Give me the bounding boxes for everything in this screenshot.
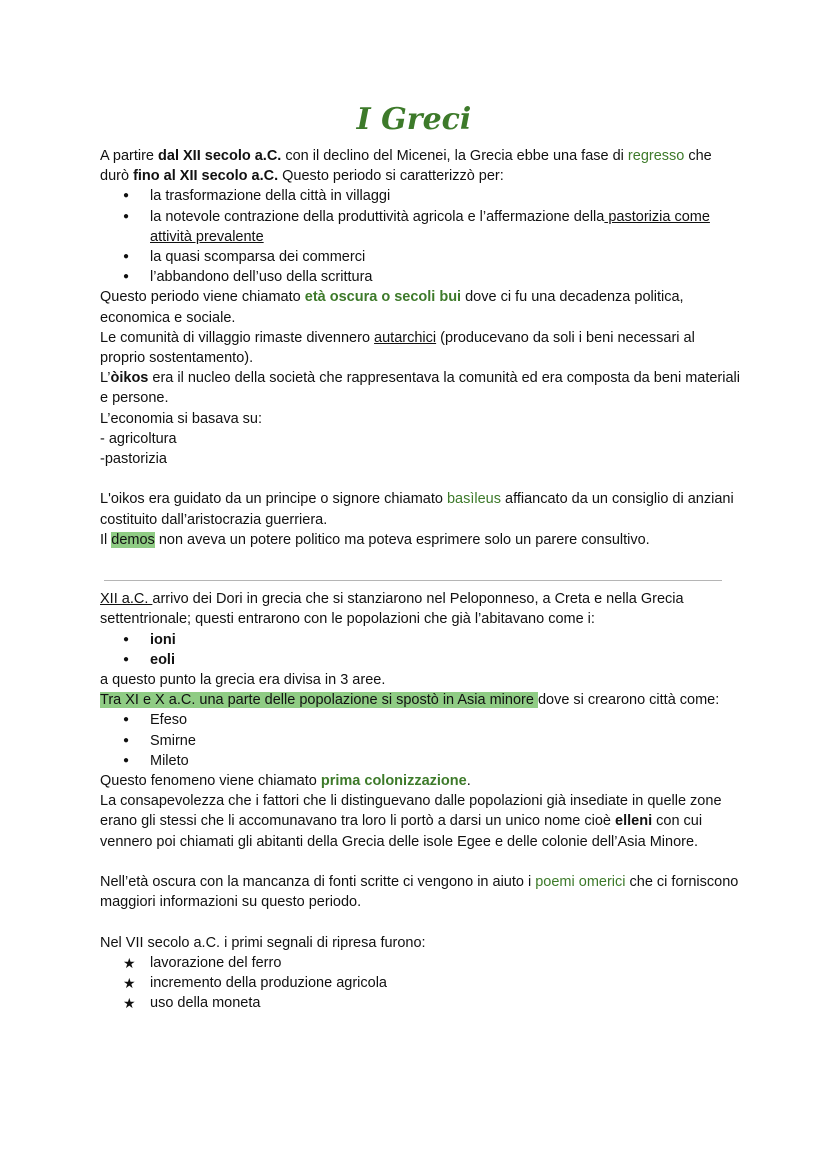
- paragraph: [100, 791, 740, 852]
- bold-text: elleni: [615, 813, 653, 830]
- green-term: età oscura o secoli bui: [304, 289, 462, 306]
- text: che ci forniscono maggiori informazioni su questo periodo.: [100, 874, 739, 911]
- list-item: ★ uso della moneta: [150, 993, 740, 1013]
- green-term: prima colonizzazione: [320, 773, 467, 790]
- text: Il: [100, 531, 112, 548]
- horizontal-divider: [104, 580, 722, 581]
- paragraph: L’economia si basava su:: [100, 410, 263, 427]
- underlined-text: autarchici: [374, 329, 437, 346]
- text: che durò: [100, 148, 712, 185]
- paragraph: - agricoltura: [100, 430, 177, 447]
- paragraph: Nel VII secolo a.C. i primi segnali di ripresa furono:: [100, 934, 426, 951]
- paragraph: [100, 690, 740, 710]
- text: .: [466, 773, 471, 790]
- page-title: I Greci: [356, 102, 472, 137]
- characteristics-list: [100, 186, 740, 287]
- text: L’: [100, 370, 111, 387]
- paragraph: [100, 530, 740, 550]
- paragraph-intro: [100, 146, 740, 186]
- bold-text: dal XII secolo a.C.: [158, 148, 282, 164]
- text: affiancato da un consiglio di anziani costituito dall’aristocrazia guerriera.: [100, 491, 734, 528]
- text: La consapevolezza che i fattori che li distinguevano dalle popolazioni già insediate in quelle zone erano gli stessi che li accomunavano tra loro li portò a darsi un unico nome cioè: [100, 793, 722, 830]
- list-item: ● la quasi scomparsa dei commerci: [150, 247, 740, 267]
- cities-list: [100, 710, 740, 771]
- text: era il nucleo della società che rappresentava la comunità ed era composta da beni materiali e persone.: [100, 370, 740, 407]
- text: la notevole contrazione della produttività agricola e l’affermazione della: [150, 208, 605, 225]
- paragraph: [100, 328, 740, 368]
- highlighted-text: demos: [111, 531, 155, 548]
- list-item: ● Mileto: [150, 751, 740, 771]
- bold-text: fino al XII secolo a.C.: [133, 168, 279, 185]
- text: con il declino del Micenei, la Grecia ebbe una fase di: [281, 148, 628, 164]
- text: non aveva un potere politico ma poteva esprimere solo un parere consultivo.: [154, 531, 650, 548]
- paragraph: a questo punto la grecia era divisa in 3 aree.: [100, 672, 386, 689]
- list-item: [150, 207, 740, 247]
- list-item: [150, 650, 740, 670]
- text: Questo fenomeno viene chiamato: [100, 773, 321, 790]
- text: A partire: [100, 148, 159, 164]
- green-term: regresso: [627, 148, 685, 164]
- list-item: [150, 630, 740, 650]
- paragraph: [100, 287, 740, 327]
- bold-text: eoli: [150, 651, 175, 668]
- text: (producevano da soli i beni necessari al proprio sostentamento).: [100, 329, 695, 367]
- text: L'oikos era guidato da un principe o signore chiamato: [100, 491, 447, 508]
- paragraph: [100, 771, 740, 791]
- list-item: ● la trasformazione della città in villaggi: [150, 186, 740, 206]
- green-term: basìleus: [446, 491, 501, 508]
- text: Questo periodo viene chiamato: [100, 289, 305, 306]
- paragraph: [100, 872, 740, 912]
- document-body: [100, 146, 740, 1013]
- list-item: ● Smirne: [150, 731, 740, 751]
- list-item: ● l’abbandono dell’uso della scrittura: [150, 267, 740, 287]
- list-item: ● Efeso: [150, 710, 740, 730]
- text: con cui vennero poi chiamati gli abitanti della Grecia delle isole Egee e delle colonie dell’Asia Minore.: [100, 813, 703, 850]
- paragraph: [100, 368, 740, 408]
- bold-text: ioni: [150, 631, 176, 648]
- paragraph: [100, 589, 740, 629]
- paragraph: -pastorizia: [100, 451, 167, 468]
- text: Nell’età oscura con la mancanza di fonti scritte ci vengono in aiuto i: [100, 874, 536, 891]
- recovery-signs-list: [100, 953, 740, 1014]
- list-item: ★ incremento della produzione agricola: [150, 973, 740, 993]
- paragraph: [100, 489, 740, 529]
- green-term: poemi omerici: [535, 874, 626, 891]
- underlined-text: pastorizia come attività prevalente: [150, 208, 710, 245]
- underlined-text: XII a.C.: [100, 591, 153, 608]
- peoples-list: [100, 630, 740, 670]
- text: dove si crearono città come:: [537, 692, 720, 709]
- bold-text: òikos: [110, 370, 149, 387]
- text: dove ci fu una decadenza politica, economica e sociale.: [100, 289, 684, 326]
- highlighted-text: Tra XI e X a.C. una parte delle popolazione si spostò in Asia minore: [100, 692, 538, 709]
- text: Questo periodo si caratterizzò per:: [278, 168, 504, 185]
- list-item: ★ lavorazione del ferro: [150, 953, 740, 973]
- text: arrivo dei Dori in grecia che si stanziarono nel Peloponneso, a Creta e nella Grecia settentrionale; questi entrarono con le popolazioni che già l’abitavano come i:: [100, 591, 684, 628]
- text: Le comunità di villaggio rimaste divennero: [100, 329, 375, 346]
